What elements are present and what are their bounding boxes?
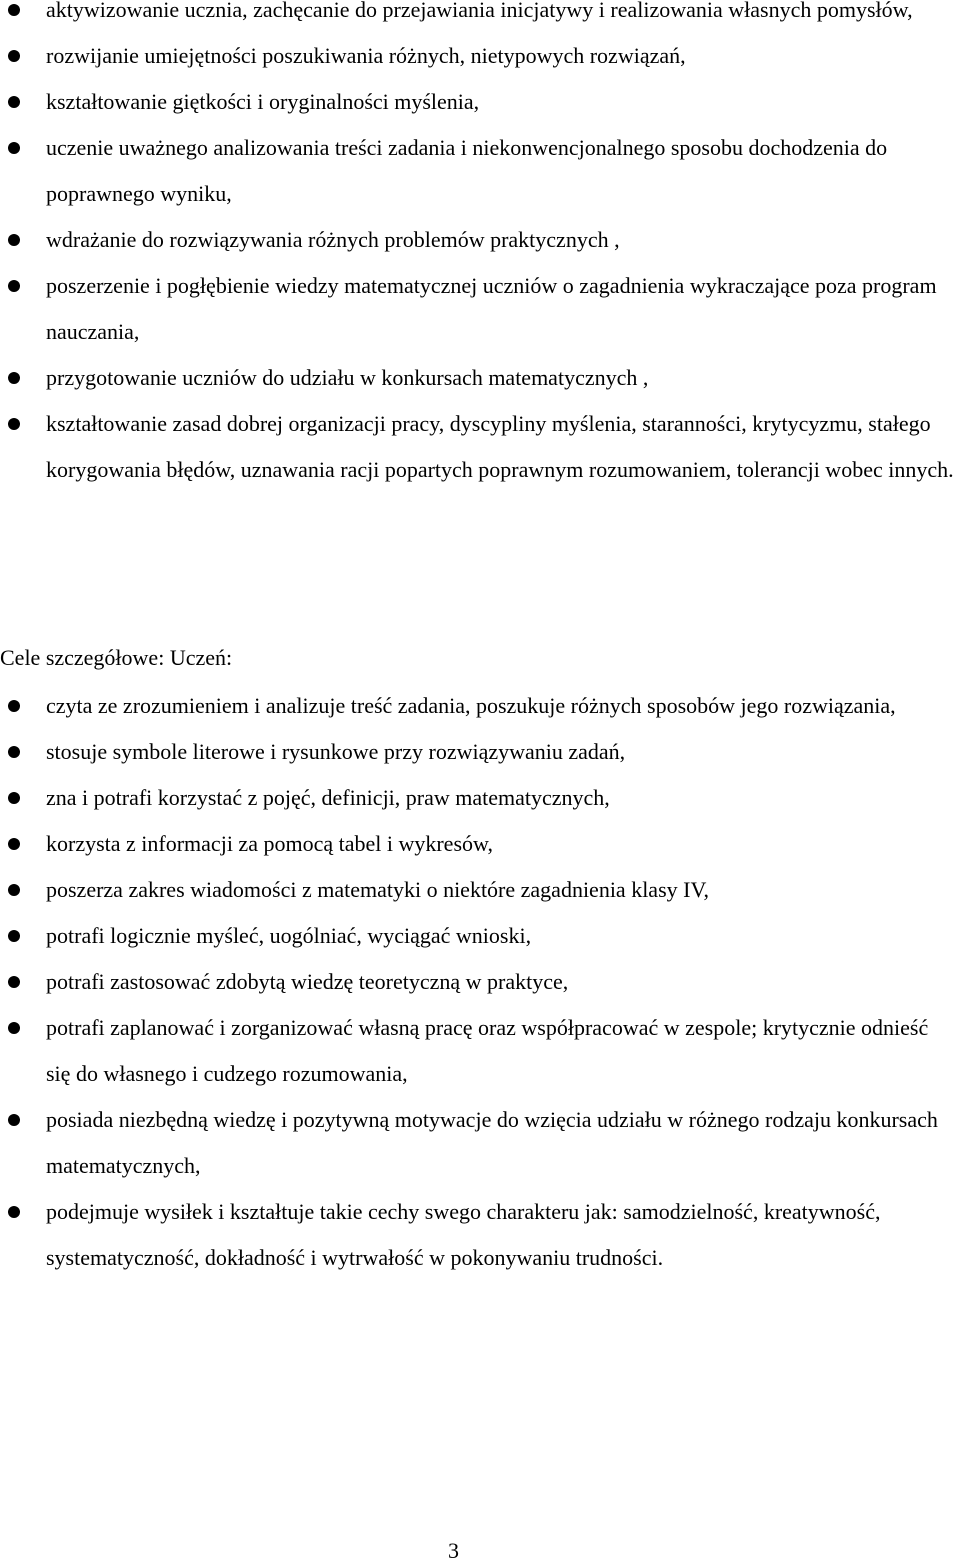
section-heading	[0, 643, 232, 673]
list-item-text: rozwijanie umiejętności poszukiwania różnych, nietypowych rozwiązań,	[46, 43, 686, 68]
bullet-icon	[8, 50, 20, 62]
list-item-text: potrafi logicznie myśleć, uogólniać, wyciągać wnioski,	[46, 923, 532, 948]
list-item-text: kształtowanie zasad dobrej organizacji pracy, dyscypliny myślenia, staranności, krytycyzmu, stałego korygowania błędów, uznawania racji popartych poprawnym rozumowaniem, tolerancji wobec innych.	[46, 411, 954, 482]
list-item-text: przygotowanie uczniów do udziału w konkursach matematycznych ,	[46, 365, 649, 390]
list-item	[0, 217, 960, 263]
list-item	[0, 729, 960, 775]
bullet-icon	[8, 1114, 20, 1126]
list-item-text: uczenie uważnego analizowania treści zadania i niekonwencjonalnego sposobu dochodzenia do poprawnego wyniku,	[46, 135, 888, 206]
list-item	[0, 959, 960, 1005]
bullet-icon	[8, 1206, 20, 1218]
list-item	[0, 0, 960, 33]
bullet-icon	[8, 418, 20, 430]
list-item-text: kształtowanie giętkości i oryginalności myślenia,	[46, 89, 480, 114]
list-item	[0, 821, 960, 867]
list-item	[0, 1097, 960, 1189]
list-item	[0, 913, 960, 959]
bullet-icon	[8, 976, 20, 988]
list-item-text: stosuje symbole literowe i rysunkowe przy rozwiązywaniu zadań,	[46, 739, 626, 764]
general-goals-list	[0, 0, 960, 493]
bullet-icon	[8, 1022, 20, 1034]
list-item-text: zna i potrafi korzystać z pojęć, definicji, praw matematycznych,	[46, 785, 610, 810]
list-item-text: podejmuje wysiłek i kształtuje takie cechy swego charakteru jak: samodzielność, kreatywność, systematyczność, dokładność i wytrwałość w pokonywaniu trudności.	[46, 1199, 881, 1270]
list-item-text: posiada niezbędną wiedzę i pozytywną motywacje do wzięcia udziału w różnego rodzaju konkursach matematycznych,	[46, 1107, 938, 1178]
bullet-icon	[8, 792, 20, 804]
page-number: 3	[448, 1538, 459, 1563]
list-item	[0, 1189, 960, 1281]
list-item-text: korzysta z informacji za pomocą tabel i wykresów,	[46, 831, 493, 856]
list-item	[0, 263, 960, 355]
section-heading-subject: Uczeń:	[164, 645, 233, 670]
list-item-text: potrafi zastosować zdobytą wiedzę teoretyczną w praktyce,	[46, 969, 569, 994]
bullet-icon	[8, 280, 20, 292]
list-item-text: aktywizowanie ucznia, zachęcanie do przejawiania inicjatywy i realizowania własnych pomysłów,	[46, 0, 913, 22]
list-item	[0, 775, 960, 821]
bullet-icon	[8, 746, 20, 758]
list-item	[0, 33, 960, 79]
list-item	[0, 125, 960, 217]
list-item	[0, 1005, 960, 1097]
list-item	[0, 683, 960, 729]
bullet-icon	[8, 372, 20, 384]
list-item	[0, 355, 960, 401]
bullet-icon	[8, 4, 20, 16]
bullet-icon	[8, 142, 20, 154]
list-item	[0, 79, 960, 125]
list-item-text: poszerzenie i pogłębienie wiedzy matematycznej uczniów o zagadnienia wykraczające poza program nauczania,	[46, 273, 937, 344]
bullet-icon	[8, 96, 20, 108]
list-item-text: wdrażanie do rozwiązywania różnych problemów praktycznych ,	[46, 227, 620, 252]
section-heading-label: Cele szczegółowe:	[0, 645, 165, 670]
list-item-text: poszerza zakres wiadomości z matematyki o niektóre zagadnienia klasy IV,	[46, 877, 710, 902]
specific-goals-list	[0, 683, 960, 1281]
bullet-icon	[8, 930, 20, 942]
bullet-icon	[8, 884, 20, 896]
bullet-icon	[8, 700, 20, 712]
bullet-icon	[8, 838, 20, 850]
list-item	[0, 401, 960, 493]
list-item	[0, 867, 960, 913]
list-item-text: czyta ze zrozumieniem i analizuje treść zadania, poszukuje różnych sposobów jego rozwiązania,	[46, 693, 896, 718]
bullet-icon	[8, 234, 20, 246]
list-item-text: potrafi zaplanować i zorganizować własną pracę oraz współpracować w zespole; krytycznie odnieść się do własnego i cudzego rozumowania,	[46, 1015, 929, 1086]
